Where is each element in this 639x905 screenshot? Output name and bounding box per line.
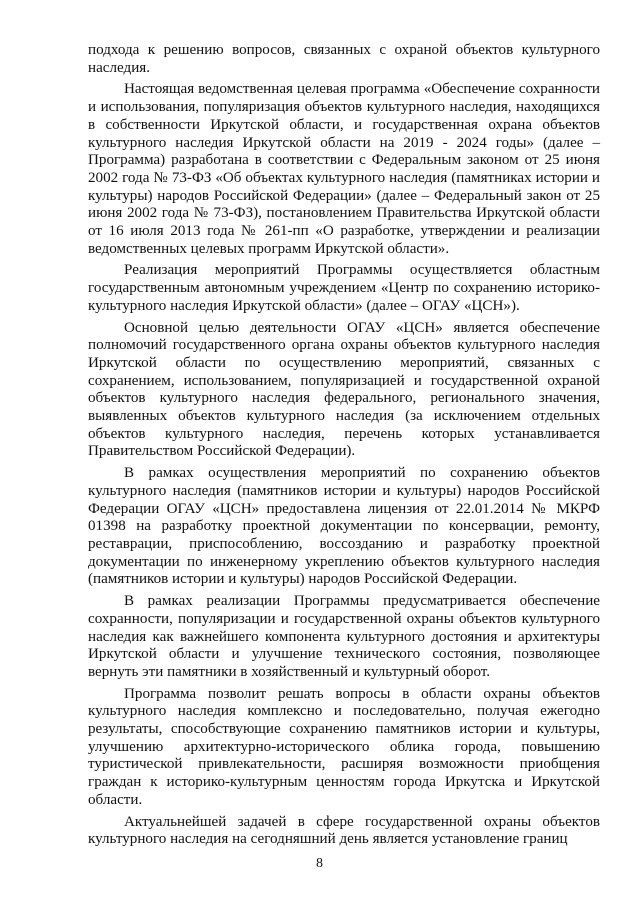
paragraph-program-results: Программа позволит решать вопросы в области охраны объектов культурного наследия комплексно и последовательно, получая ежегодно результаты, способствующие сохранению памятников истории и культуры, улучшению архитектурно-исторического облика города, повышению туристической привлекательности, расширяя возможности приобщения граждан к историко-культурным ценностям города Иркутска и Иркутской области. <box>88 685 600 808</box>
document-body <box>88 42 600 849</box>
paragraph-program-provisions: В рамках реализации Программы предусматривается обеспечение сохранности, популяризации и государственной охраны объектов культурного наследия как важнейшего компонента культурного достояния и архитектуры Иркутской области и улучшение технического состояния, позволяющее вернуть эти памятники в хозяйственный и культурный оборот. <box>88 593 600 680</box>
paragraph-license: В рамках осуществления мероприятий по сохранению объектов культурного наследия (памятников истории и культуры) народов Российской Федерации ОГАУ «ЦСН» предоставлена лицензия от 22.01.2014 № МКРФ 01398 на разработку проектной документации по консервации, ремонту, реставрации, приспособлению, воссозданию и разработку проектной документации по инженерному укреплению объектов культурного наследия (памятников истории и культуры) народов Российской Федерации. <box>88 465 600 588</box>
paragraph-current-task: Актуальнейшей задачей в сфере государственной охраны объектов культурного наследия на сегодняшний день является установление границ <box>88 813 600 848</box>
paragraph-implementation: Реализация мероприятий Программы осуществляется областным государственным автономным учреждением «Центр по сохранению историко-культурного наследия Иркутской области» (далее – ОГАУ «ЦСН»). <box>88 262 600 314</box>
paragraph-main-goal: Основной целью деятельности ОГАУ «ЦСН» является обеспечение полномочий государственного органа охраны объектов культурного наследия Иркутской области по осуществлению мероприятий, связанных с сохранением, использованием, популяризацией и государственной охраной объектов культурного наследия федерального, регионального значения, выявленных объектов культурного наследия (за исключением отдельных объектов культурного наследия, перечень которых устанавливается Правительством Российской Федерации). <box>88 319 600 460</box>
paragraph-program-description: Настоящая ведомственная целевая программа «Обеспечение сохранности и использования, популяризация объектов культурного наследия, находящихся в собственности Иркутской области, и государственная охрана объектов культурного наследия Иркутской области на 2019 - 2024 годы» (далее – Программа) разработана в соответствии с Федеральным законом от 25 июня 2002 года № 73-ФЗ «Об объектах культурного наследия (памятниках истории и культуры) народов Российской Федерации» (далее – Федеральный закон от 25 июня 2002 года № 73-ФЗ), постановлением Правительства Иркутской области от 16 июля 2013 года № 261-пп «О разработке, утверждении и реализации ведомственных целевых программ Иркутской области». <box>88 81 600 257</box>
page-number: 8 <box>316 856 323 871</box>
paragraph-continuation: подхода к решению вопросов, связанных с охраной объектов культурного наследия. <box>88 42 600 76</box>
